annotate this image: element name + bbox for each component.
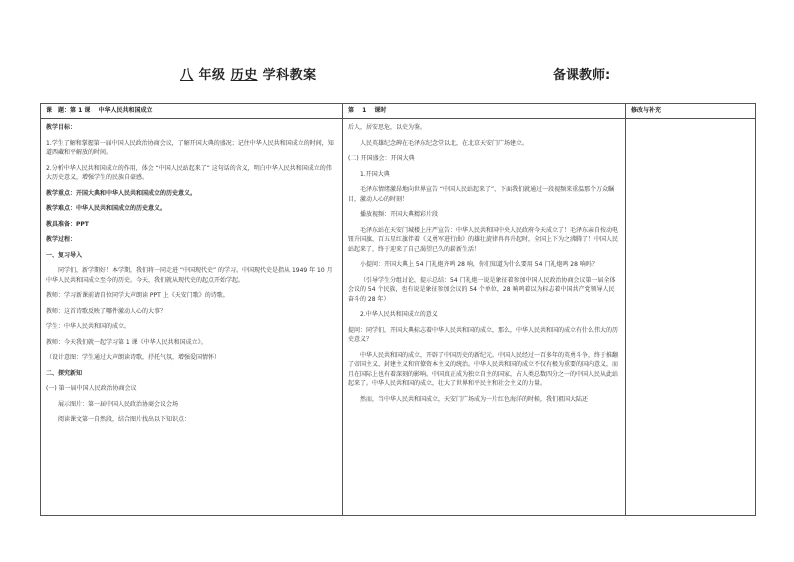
- middle-paragraph: 毛泽东站在天安门城楼上庄严宣告：中华人民共和国中央人民政府今天成立了！毛泽东亲自按动电钮升国旗，百五星红旗伴着《义勇军进行曲》的雄壮旋律冉冉升起时，全国上下为之沸腾了！中国人民站起来了，终于迎来了自己渴望已久的崭新生活！: [348, 226, 619, 253]
- left-paragraph: 1.学生了解和掌握第一届中国人民政治协商会议，了解开国大典的盛况；记住中华人民共和国成立的时间，知道西藏和平解放的时间。: [46, 139, 334, 156]
- middle-paragraph: 1.开国大典: [360, 170, 390, 178]
- left-paragraph: 教学难点：中华人民共和国成立的历史意义。: [46, 205, 167, 212]
- middle-paragraph: 提问：同学们，开国大典标志着中华人民共和国的成立，那么，中华人民共和国的成立有什么伟大的历史意义？: [348, 326, 619, 343]
- middle-paragraph: 播放视频：开国大典精彩片段: [360, 211, 439, 218]
- left-paragraph: 二、探究新知: [46, 369, 83, 377]
- middle-paragraph: (二) 开国盛会：开国大典: [348, 155, 415, 162]
- left-paragraph: 同学们，新学期好！本学期，我们将一同走进 “中国现代史” 的学习。中国现代史是指从 1949 年 10 月中华人民共和国成立至今的历史。今天，我们就从现代史的起点开始学起。: [46, 267, 333, 284]
- left-paragraph: 2.分析中华人民共和国成立的作用，体会 “中国人民站起来了” 这句话的含义，明白中华人民共和国成立的伟大历史意义，增强学生的民族自豪感。: [46, 164, 332, 181]
- lesson-table: [40, 103, 756, 516]
- left-paragraph: 教师：学习新课前请自位同学大声朗读 PPT 上《天安门歌》的诗歌。: [46, 292, 229, 299]
- middle-paragraph: 人民英雄纪念碑在毛泽东纪念堂以北，在北京天安门广场建立。: [360, 139, 529, 147]
- middle-paragraph: 然而，当中华人民共和国成立，天安门广场成为一片红色海洋的时候，我们祖国大陆还: [360, 395, 589, 403]
- left-paragraph: （设计意图：学生通过大声朗读诗歌，抒托气氛，增强爱国情怀）: [46, 354, 221, 361]
- table-header-row: [41, 104, 756, 119]
- left-paragraph: 阅读课文第一自然段，结合图片找出以下知识点：: [58, 416, 191, 423]
- notes-header-cell: 修改与补充: [626, 104, 756, 119]
- left-content-column: [41, 119, 342, 515]
- left-paragraph: 教学重点：开国大典和中华人民共和国成立的历史意义。: [46, 189, 197, 197]
- teacher-label: 备课教师:: [553, 68, 611, 83]
- lesson-plan-title: [180, 64, 317, 83]
- left-paragraph: 教学目标：: [46, 124, 77, 131]
- left-paragraph: 教师：这首诗歌反映了哪件激动人心的大事？: [46, 307, 167, 315]
- left-paragraph: 教具准备：PPT: [46, 220, 89, 228]
- middle-paragraph: 小提问：开国大典上 54 门礼炮齐鸣 28 响，你们知道为什么要用 54 门礼炮鸣 28 响吗？: [360, 261, 598, 268]
- left-paragraph: (一) 第一届中国人民政治协商会议: [46, 385, 137, 392]
- middle-paragraph: （引导学生分组讨论，提示总结：54 门礼炮一说是象征着参加中国人民政治协商会议第一届全体会议的 54 个民族，也有说是象征参加会议的 54 个单位，28 响鸣着以为标志着中国共产党领导人民奋斗的 28 年）: [348, 276, 616, 303]
- left-paragraph: 教师：今天我们就一起学习第 1 课《中华人民共和国成立》。: [46, 338, 207, 346]
- notes-column: [626, 119, 755, 515]
- topic-cell: 课 题：第 1 课 中华人民共和国成立: [41, 104, 343, 119]
- left-paragraph: 一、复习导入: [46, 251, 83, 259]
- grade-value: 八: [180, 68, 194, 83]
- middle-paragraph: 毛泽东情绪激昂地向世界宣告 “中国人民站起来了”，下面我们就通过一段视频来重温那个万众瞩目，激动人心的时刻！: [348, 186, 615, 203]
- table-body-row: [41, 119, 756, 516]
- middle-paragraph: 中华人民共和国的成立，开辟了中国历史的新纪元。中国人民经过一百多年的英勇斗争，终于推翻了帝国主义、封建主义和官僚资本主义的统治。中华人民共和国的成立不仅有极为重要的国内意义，而且在国际上也有着深刻的影响。中国真正成为独立自主的国家，占人类总数四分之一的中国人民从此站起来了。中华人民共和国的成立，壮大了世界和平民主和社会主义的力量。: [348, 351, 619, 387]
- subject-suffix: 学科教案: [262, 68, 317, 83]
- left-paragraph: 教学过程：: [46, 236, 77, 243]
- left-paragraph: 展示图片：第一届中国人民政治协商会议会场: [58, 400, 179, 408]
- period-cell: 第 1 课时: [343, 104, 626, 119]
- middle-paragraph: 2.中华人民共和国成立的意义: [360, 311, 438, 318]
- middle-content-column: [343, 119, 625, 515]
- subject-value: 历史: [230, 68, 258, 83]
- left-paragraph: 学生：中华人民共和国的成立。: [46, 323, 131, 330]
- grade-suffix: 年级: [198, 68, 226, 83]
- middle-paragraph: 后人，居安思危，以史为鉴。: [348, 124, 427, 131]
